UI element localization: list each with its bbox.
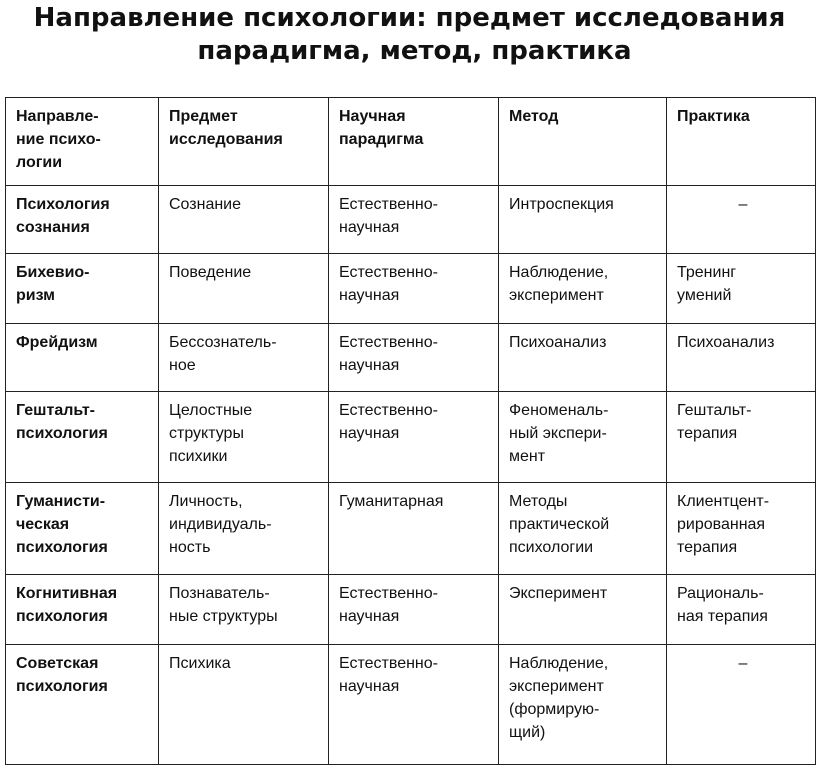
table-body — [6, 186, 816, 765]
cell-subject: Личность, индивидуаль- ность — [159, 483, 329, 575]
header-method: Метод — [499, 98, 667, 186]
cell-practice: Психоанализ — [667, 324, 816, 392]
table-row — [6, 575, 816, 645]
cell-direction: Гештальт- психология — [6, 392, 159, 483]
cell-subject: Поведение — [159, 254, 329, 324]
table-row — [6, 254, 816, 324]
cell-direction: Фрейдизм — [6, 324, 159, 392]
cell-method: Наблюдение, эксперимент — [499, 254, 667, 324]
cell-subject: Познаватель- ные структуры — [159, 575, 329, 645]
table-row — [6, 324, 816, 392]
title-line-2: парадигма, метод, практика — [197, 36, 632, 66]
cell-direction: Бихевио- ризм — [6, 254, 159, 324]
cell-paradigm: Естественно- научная — [329, 324, 499, 392]
header-direction: Направле- ние психо- логии — [6, 98, 159, 186]
cell-direction: Советская психология — [6, 645, 159, 765]
cell-method: Феноменаль- ный экспери- мент — [499, 392, 667, 483]
cell-subject: Психика — [159, 645, 329, 765]
table-row — [6, 392, 816, 483]
cell-practice: – — [667, 186, 816, 254]
header-practice: Практика — [667, 98, 816, 186]
psychology-directions-table — [5, 97, 816, 765]
cell-method: Интроспекция — [499, 186, 667, 254]
cell-subject: Сознание — [159, 186, 329, 254]
cell-practice: Рациональ- ная терапия — [667, 575, 816, 645]
cell-paradigm: Естественно- научная — [329, 392, 499, 483]
page-title — [0, 2, 819, 68]
header-subject: Предмет исследования — [159, 98, 329, 186]
cell-practice: – — [667, 645, 816, 765]
cell-practice: Гештальт- терапия — [667, 392, 816, 483]
cell-method: Наблюдение, эксперимент (формирую- щий) — [499, 645, 667, 765]
table-row — [6, 645, 816, 765]
cell-direction: Психология сознания — [6, 186, 159, 254]
cell-paradigm: Естественно- научная — [329, 645, 499, 765]
header-paradigm: Научная парадигма — [329, 98, 499, 186]
table-row — [6, 483, 816, 575]
cell-method: Психоанализ — [499, 324, 667, 392]
title-line-1: Направление психологии: предмет исследования — [33, 3, 786, 33]
cell-practice: Тренинг умений — [667, 254, 816, 324]
cell-subject: Бессознатель- ное — [159, 324, 329, 392]
table-header-row — [6, 98, 816, 186]
cell-paradigm: Гуманитарная — [329, 483, 499, 575]
cell-paradigm: Естественно- научная — [329, 186, 499, 254]
cell-method: Эксперимент — [499, 575, 667, 645]
cell-practice: Клиентцент- рированная терапия — [667, 483, 816, 575]
cell-subject: Целостные структуры психики — [159, 392, 329, 483]
cell-method: Методы практической психологии — [499, 483, 667, 575]
cell-direction: Гуманисти- ческая психология — [6, 483, 159, 575]
cell-paradigm: Естественно- научная — [329, 254, 499, 324]
cell-paradigm: Естественно- научная — [329, 575, 499, 645]
cell-direction: Когнитивная психология — [6, 575, 159, 645]
table-row — [6, 186, 816, 254]
